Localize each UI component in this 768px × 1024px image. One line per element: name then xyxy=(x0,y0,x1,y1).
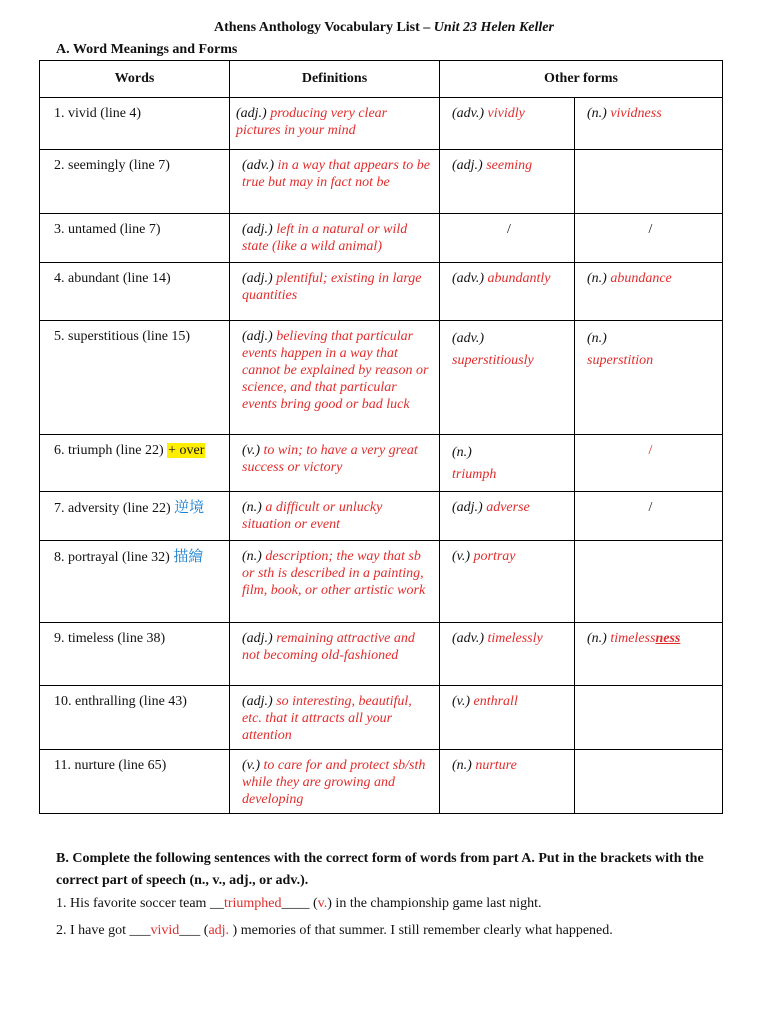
word-cell: 2. seemingly (line 7) xyxy=(54,158,170,173)
word-cell: 1. vivid (line 4) xyxy=(54,106,142,121)
form-cell: (n.) nurture xyxy=(452,758,517,773)
form-cell: (n.) triumph xyxy=(452,445,497,482)
form-cell: / xyxy=(648,443,653,458)
definition-cell: (adj.) so interesting, beautiful, etc. that it attracts all your attention xyxy=(242,694,412,743)
sentence-1: 1. His favorite soccer team __triumphed____ (v.) in the championship game last night. xyxy=(56,896,542,911)
table-row xyxy=(40,214,723,263)
form-cell: (adj.) adverse xyxy=(452,500,530,515)
definition-cell: (v.) to win; to have a very great success or victory xyxy=(242,443,418,475)
form-cell: (n.) superstition xyxy=(587,331,654,368)
highlighted-note: + over xyxy=(168,443,205,458)
word-cell: 9. timeless (line 38) xyxy=(54,631,166,646)
form-cell: / xyxy=(648,500,653,515)
table-row xyxy=(40,321,723,435)
word-cell: 4. abundant (line 14) xyxy=(54,271,171,286)
header-definitions: Definitions xyxy=(230,61,440,98)
table-row xyxy=(40,435,723,492)
word-cell: 8. portrayal (line 32) 描繪 xyxy=(54,549,204,565)
form-cell xyxy=(575,541,722,548)
word-cell: 11. nurture (line 65) xyxy=(54,758,167,773)
table-row xyxy=(40,263,723,321)
table-row xyxy=(40,98,723,150)
vocabulary-table xyxy=(39,60,723,814)
table-row xyxy=(40,541,723,623)
definition-cell: (v.) to care for and protect sb/sth while they are growing and developing xyxy=(242,758,426,807)
form-cell: (adv.) timelessly xyxy=(452,631,543,646)
answer-text: vivid xyxy=(150,923,180,938)
form-cell: (v.) portray xyxy=(452,549,516,564)
table-header-row xyxy=(40,61,723,98)
form-cell: (adj.) seeming xyxy=(452,158,533,173)
table-row xyxy=(40,686,723,750)
form-cell: (n.) timelessness xyxy=(587,631,681,646)
form-cell xyxy=(575,686,722,693)
form-cell xyxy=(575,150,722,157)
word-cell: 5. superstitious (line 15) xyxy=(54,329,191,344)
table-row xyxy=(40,492,723,541)
form-cell: (n.) vividness xyxy=(587,106,662,121)
form-cell: (adv.) vividly xyxy=(452,106,525,121)
underlined-suffix: ness xyxy=(655,631,681,646)
definition-cell: (adj.) producing very clear pictures in your mind xyxy=(236,106,388,138)
form-cell: (adv.) superstitiously xyxy=(452,331,534,368)
header-words: Words xyxy=(40,61,230,98)
table-row xyxy=(40,750,723,814)
definition-cell: (n.) description; the way that sb or sth is described in a painting, film, book, or other artistic work xyxy=(242,549,426,598)
table-row xyxy=(40,623,723,686)
section-b-instructions: B. Complete the following sentences with the correct form of words from part A. Put in the brackets with the correct part of speech (n., v., adj., or adv.). xyxy=(56,851,704,888)
answer-pos: adj. xyxy=(208,923,230,938)
form-cell xyxy=(575,750,722,757)
chinese-translation: 描繪 xyxy=(173,549,204,565)
header-other-forms: Other forms xyxy=(440,61,723,98)
form-cell: / xyxy=(648,222,653,237)
definition-cell: (adj.) believing that particular events happen in a way that cannot be explained by reason or science, and that particular events bring good or bad luck xyxy=(242,329,429,412)
word-cell: 10. enthralling (line 43) xyxy=(54,694,187,709)
word-cell: 7. adversity (line 22) 逆境 xyxy=(54,500,205,516)
form-cell: (v.) enthrall xyxy=(452,694,518,709)
chinese-translation: 逆境 xyxy=(174,500,205,516)
sentence-2: 2. I have got ___vivid___ (adj. ) memories of that summer. I still remember clearly what happened. xyxy=(56,923,613,938)
answer-text: triumphed xyxy=(223,896,282,911)
section-a-heading: A. Word Meanings and Forms xyxy=(56,42,238,57)
answer-pos: v. xyxy=(317,896,328,911)
definition-cell: (adj.) plentiful; existing in large quantities xyxy=(242,271,422,303)
word-cell: 6. triumph (line 22) + over xyxy=(54,443,205,458)
table-row xyxy=(40,150,723,214)
definition-cell: (n.) a difficult or unlucky situation or event xyxy=(242,500,383,532)
form-cell: / xyxy=(507,222,511,237)
definition-cell: (adj.) left in a natural or wild state (like a wild animal) xyxy=(242,222,408,254)
word-cell: 3. untamed (line 7) xyxy=(54,222,161,237)
definition-cell: (adv.) in a way that appears to be true but may in fact not be xyxy=(242,158,430,190)
definition-cell: (adj.) remaining attractive and not becoming old-fashioned xyxy=(242,631,415,663)
page-title: Athens Anthology Vocabulary List – Unit 23 Helen Keller xyxy=(214,20,554,35)
form-cell: (adv.) abundantly xyxy=(452,271,551,286)
form-cell: (n.) abundance xyxy=(587,271,672,286)
